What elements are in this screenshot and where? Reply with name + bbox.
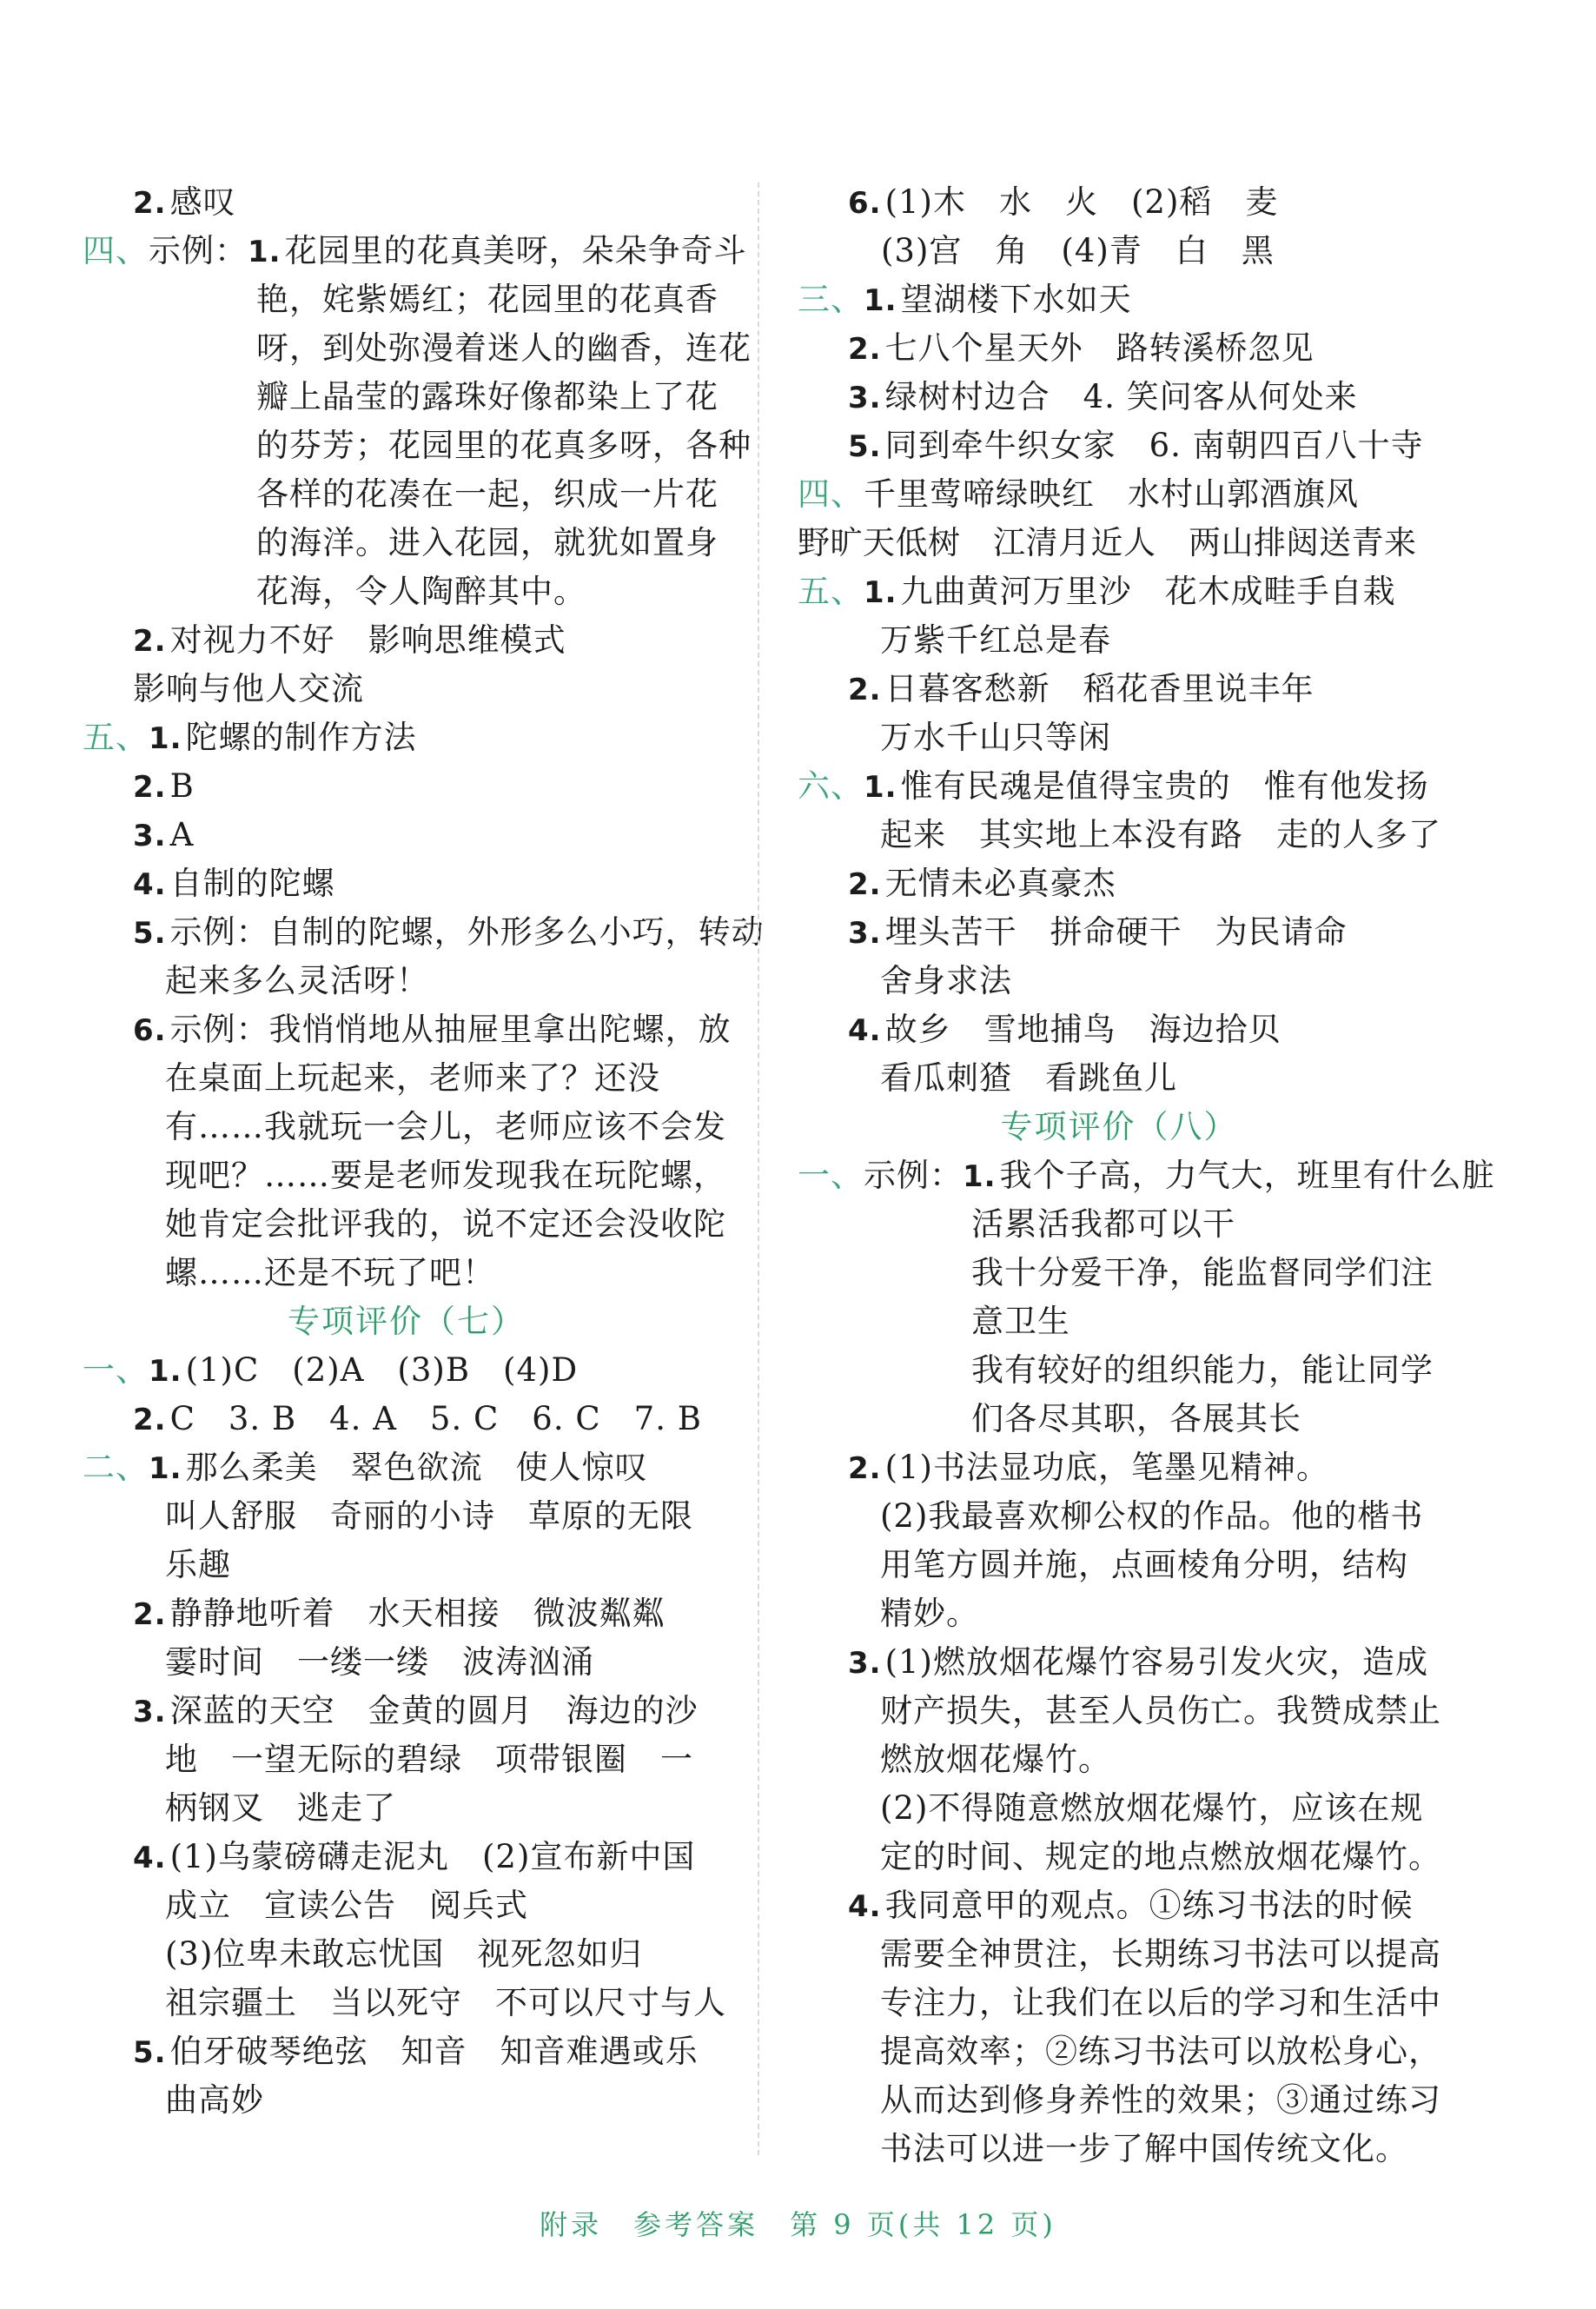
section-number: 四、	[798, 475, 864, 513]
answer-line	[83, 1443, 730, 1492]
answer-line	[798, 1443, 1440, 1492]
answer-text: 我有较好的组织能力，能让同学	[971, 1351, 1434, 1389]
question-number: 1.	[248, 235, 281, 269]
section-number: 一、	[798, 1157, 864, 1194]
answer-line	[798, 324, 1440, 373]
answer-text: 起来 其实地上本没有路 走的人多了	[880, 816, 1441, 853]
answer-text: 起来多么灵活呀！	[165, 962, 429, 999]
answer-text: 惟有民魂是值得宝贵的 惟有他发扬	[900, 767, 1429, 805]
answer-text: 七八个星天外 路转溪桥忽见	[884, 329, 1315, 367]
question-number: 2.	[133, 186, 167, 221]
example-label: 示例：	[864, 1157, 963, 1194]
answer-text: 呀，到处弥漫着迷人的幽香，连花	[256, 329, 752, 367]
answer-text: 我同意甲的观点。①练习书法的时候	[884, 1887, 1414, 1924]
section-number: 一、	[83, 1351, 149, 1389]
answer-text: 祖宗疆土 当以死守 不可以尺寸与人	[165, 1984, 726, 2021]
section-number: 五、	[798, 573, 864, 610]
answer-line	[798, 2027, 1440, 2076]
answer-text: 自制的陀螺	[169, 865, 335, 902]
answer-line	[798, 1395, 1440, 1443]
answer-line	[83, 519, 730, 567]
answer-text: 万紫千红总是春	[880, 621, 1111, 659]
answer-text: 我十分爱干净，能监督同学们注	[971, 1254, 1434, 1291]
question-number: 4.	[133, 867, 167, 902]
answer-text: 螺……还是不玩了吧！	[165, 1254, 495, 1291]
answer-line	[798, 1930, 1440, 1979]
answer-text: (3)位卑未敢忘忧国 视死忽如归	[165, 1935, 643, 1973]
answer-line	[798, 2076, 1440, 2125]
answer-text: 示例：我悄悄地从抽屉里拿出陀螺，放	[169, 1011, 732, 1048]
answer-text: 感叹	[169, 183, 236, 221]
answer-text: 的芬芳；花园里的花真多呀，各种	[256, 427, 752, 464]
question-number: 2.	[848, 673, 882, 707]
answer-text: 精妙。	[880, 1595, 979, 1632]
question-number: 3.	[133, 1695, 167, 1729]
answer-line	[798, 859, 1440, 908]
section-number: 二、	[83, 1449, 149, 1486]
answer-line	[798, 1687, 1440, 1735]
answer-line	[798, 421, 1440, 470]
answer-line	[83, 957, 730, 1005]
answer-line	[798, 275, 1440, 324]
answer-line	[83, 421, 752, 470]
question-number: 2.	[133, 624, 167, 659]
answer-line	[798, 470, 1440, 519]
section-number: 三、	[798, 281, 864, 318]
answer-text: 九曲黄河万里沙 花木成畦手自栽	[900, 573, 1396, 610]
section-heading: 专项评价（八）	[1000, 1108, 1238, 1145]
answer-text: 需要全神贯注，长期练习书法可以提高	[880, 1935, 1441, 1973]
answer-text: 深蓝的天空 金黄的圆月 海边的沙	[169, 1692, 699, 1729]
right-column	[798, 178, 1495, 2173]
answer-line	[798, 178, 1440, 227]
answer-line	[798, 1297, 1440, 1346]
section-number: 六、	[798, 767, 864, 805]
answer-text: 花海，令人陶醉其中。	[256, 573, 586, 610]
answer-text: 无情未必真豪杰	[884, 865, 1116, 902]
answer-text: 埋头苦干 拼命硬干 为民请命	[884, 913, 1348, 951]
answer-text: 故乡 雪地捕鸟 海边拾贝	[884, 1011, 1281, 1048]
answer-text: 静静地听着 水天相接 微波粼粼	[169, 1595, 666, 1632]
answer-text: 从而达到修身养性的效果；③通过练习	[880, 2081, 1441, 2119]
answer-line	[798, 616, 1440, 665]
answer-text: 定的时间、规定的地点燃放烟花爆竹。	[880, 1838, 1441, 1875]
question-number: 3.	[848, 916, 882, 951]
answer-text: 叫人舒服 奇丽的小诗 草原的无限	[165, 1497, 693, 1535]
answer-line	[83, 1103, 730, 1151]
answer-text: 财产损失，甚至人员伤亡。我赞成禁止	[880, 1692, 1441, 1729]
answer-text: 成立 宣读公告 阅兵式	[165, 1887, 528, 1924]
question-number: 5.	[133, 916, 167, 951]
answer-line	[798, 1054, 1440, 1103]
answer-line	[798, 1200, 1440, 1249]
answer-text: B	[169, 767, 195, 805]
left-column	[83, 178, 765, 2125]
answer-text: 的海洋。进入花园，就犹如置身	[256, 524, 719, 561]
question-number: 2.	[848, 1451, 882, 1486]
answer-line	[798, 665, 1440, 713]
answer-text: 活累活我都可以干	[971, 1205, 1235, 1243]
question-number: 4.	[848, 1889, 882, 1924]
answer-line	[798, 1735, 1440, 1784]
question-number: 4.	[848, 1013, 882, 1048]
answer-text: (1)木 水 火 (2)稻 麦	[884, 183, 1279, 221]
answer-line	[798, 1784, 1440, 1833]
answer-text: 日暮客愁新 稻花香里说丰年	[884, 670, 1315, 707]
answer-text: 影响与他人交流	[133, 670, 364, 707]
section-number: 五、	[83, 719, 149, 756]
answer-line	[798, 1541, 1440, 1589]
answer-text: 专注力，让我们在以后的学习和生活中	[880, 1984, 1441, 2021]
question-number: 4.	[133, 1841, 167, 1875]
answer-text: 我个子高，力气大，班里有什么脏	[999, 1157, 1495, 1194]
question-number: 1.	[963, 1159, 997, 1194]
question-number: 1.	[864, 770, 897, 805]
answer-text: 现吧？……要是老师发现我在玩陀螺，	[165, 1157, 726, 1194]
section-number: 四、	[83, 232, 149, 269]
answer-line	[798, 713, 1440, 762]
answer-text: 霎时间 一缕一缕 波涛汹涌	[165, 1643, 594, 1681]
answer-line	[83, 1054, 730, 1103]
answer-line	[798, 762, 1440, 811]
answer-text: 伯牙破琴绝弦 知音 知音难遇或乐	[169, 2033, 699, 2070]
answer-line	[798, 519, 1440, 567]
answer-text: 瓣上晶莹的露珠好像都染上了花	[256, 378, 719, 415]
answer-text: 曲高妙	[165, 2081, 264, 2119]
answer-line	[83, 373, 730, 421]
answer-line	[798, 1151, 1495, 1200]
section-heading: 专项评价（七）	[288, 1303, 525, 1340]
question-number: 6.	[133, 1013, 167, 1048]
answer-text: 艳，姹紫嫣红；花园里的花真香	[256, 281, 719, 318]
answer-line	[83, 859, 730, 908]
answer-text: 万水千山只等闲	[880, 719, 1111, 756]
answer-line	[798, 1979, 1440, 2027]
question-number: 1.	[864, 575, 897, 610]
question-number: 5.	[848, 429, 882, 464]
answer-text: (1)燃放烟花爆竹容易引发火灾，造成	[884, 1643, 1428, 1681]
answer-line	[83, 665, 730, 713]
answer-text: (1)书法显功底，笔墨见精神。	[884, 1449, 1329, 1486]
answer-line	[83, 1346, 730, 1395]
answer-text: (1)乌蒙磅礴走泥丸 (2)宣布新中国	[169, 1838, 696, 1875]
answer-text: 那么柔美 翠色欲流 使人惊叹	[185, 1449, 648, 1486]
answer-line	[83, 275, 730, 324]
answer-text: C 3. B 4. A 5. C 6. C 7. B	[169, 1400, 702, 1437]
answer-line	[798, 1249, 1440, 1297]
answer-text: 野旷天低树 江清月近人 两山排闼送青来	[798, 524, 1417, 561]
question-number: 3.	[848, 1646, 882, 1681]
answer-line	[798, 1638, 1440, 1687]
answer-text: 示例：自制的陀螺，外形多么小巧，转动	[169, 913, 765, 951]
answer-text: 乐趣	[165, 1546, 231, 1583]
answer-line	[798, 1589, 1440, 1638]
answer-line	[83, 1881, 730, 1930]
question-number: 2.	[133, 1597, 167, 1632]
question-number: 2.	[848, 867, 882, 902]
question-number: 1.	[149, 1354, 182, 1389]
answer-text: 各样的花凑在一起，织成一片花	[256, 475, 719, 513]
answer-text: (2)不得随意燃放烟花爆竹，应该在规	[880, 1789, 1424, 1827]
answer-line	[83, 811, 730, 859]
answer-line	[83, 178, 730, 227]
answer-line	[83, 1687, 730, 1735]
answer-line	[83, 1979, 730, 2027]
answer-line	[83, 616, 730, 665]
question-number: 2.	[133, 770, 167, 805]
answer-text: 在桌面上玩起来，老师来了？还没	[165, 1059, 660, 1097]
column-divider	[758, 182, 759, 2155]
answer-text: 地 一望无际的碧绿 项带银圈 一	[165, 1741, 693, 1778]
question-number: 6.	[848, 186, 882, 221]
answer-line	[798, 1492, 1440, 1541]
question-number: 5.	[133, 2035, 167, 2070]
answer-line	[83, 1589, 730, 1638]
question-number: 3.	[848, 381, 882, 415]
answer-line	[798, 1346, 1440, 1395]
answer-line	[83, 1151, 730, 1200]
answer-text: 意卫生	[971, 1303, 1070, 1340]
answer-text: 有……我就玩一会儿，老师应该不会发	[165, 1108, 726, 1145]
answer-text: (1)C (2)A (3)B (4)D	[185, 1351, 579, 1389]
answer-text: 同到牵牛织女家 6. 南朝四百八十寺	[884, 427, 1424, 464]
answer-line	[83, 1005, 730, 1054]
answer-line	[83, 713, 730, 762]
answer-text: 舍身求法	[880, 962, 1012, 999]
question-number: 1.	[864, 283, 897, 318]
question-number: 2.	[133, 1403, 167, 1437]
answer-line	[798, 567, 1440, 616]
question-number: 2.	[848, 332, 882, 367]
answer-line	[83, 1833, 730, 1881]
answer-line	[798, 811, 1440, 859]
answer-text: 燃放烟花爆竹。	[880, 1741, 1111, 1778]
answer-line	[83, 324, 752, 373]
example-label: 示例：	[149, 232, 248, 269]
answer-line	[83, 1930, 730, 1979]
answer-text: (3)宫 角 (4)青 白 黑	[848, 232, 1275, 269]
answer-line	[83, 762, 730, 811]
answer-line	[83, 1735, 730, 1784]
answer-line	[83, 1395, 730, 1443]
answer-line	[798, 2125, 1440, 2173]
answer-line	[83, 908, 765, 957]
answer-text: 花园里的花真美呀，朵朵争奇斗	[284, 232, 747, 269]
answer-text: (2)我最喜欢柳公权的作品。他的楷书	[880, 1497, 1424, 1535]
answer-line	[83, 567, 730, 616]
answer-text: 提高效率；②练习书法可以放松身心，	[880, 2033, 1441, 2070]
answer-text: 看瓜刺猹 看跳鱼儿	[880, 1059, 1177, 1097]
answer-line	[798, 227, 1440, 275]
answer-text: 绿树村边合 4. 笑问客从何处来	[884, 378, 1358, 415]
answer-text: 望湖楼下水如天	[900, 281, 1132, 318]
answer-line	[798, 908, 1440, 957]
answer-text: 她肯定会批评我的，说不定还会没收陀	[165, 1205, 726, 1243]
answer-line	[83, 1541, 730, 1589]
answer-line	[798, 1833, 1440, 1881]
answer-line	[83, 1249, 730, 1297]
answer-line	[83, 227, 747, 275]
answer-text: 陀螺的制作方法	[185, 719, 417, 756]
answer-line	[798, 957, 1440, 1005]
answer-text: 书法可以进一步了解中国传统文化。	[880, 2130, 1408, 2167]
answer-line	[83, 2076, 730, 2125]
answer-text: 柄钢叉 逃走了	[165, 1789, 396, 1827]
answer-line	[798, 1881, 1440, 1930]
page-footer: 附录 参考答案 第 9 页(共 12 页)	[540, 2208, 1056, 2241]
answer-line	[83, 1784, 730, 1833]
answer-line	[83, 1638, 730, 1687]
answer-text: 千里莺啼绿映红 水村山郭酒旗风	[864, 475, 1359, 513]
answer-line	[798, 1005, 1440, 1054]
answer-text: 对视力不好 影响思维模式	[169, 621, 566, 659]
answer-line	[83, 1492, 730, 1541]
answer-line	[83, 1200, 730, 1249]
answer-line	[83, 470, 730, 519]
question-number: 1.	[149, 721, 182, 756]
answer-text: 用笔方圆并施，点画棱角分明，结构	[880, 1546, 1408, 1583]
answer-line	[798, 373, 1440, 421]
answer-text: 们各尽其职，各展其长	[971, 1400, 1301, 1437]
answer-line	[83, 2027, 730, 2076]
answer-text: A	[169, 816, 195, 853]
question-number: 3.	[133, 819, 167, 853]
question-number: 1.	[149, 1451, 182, 1486]
